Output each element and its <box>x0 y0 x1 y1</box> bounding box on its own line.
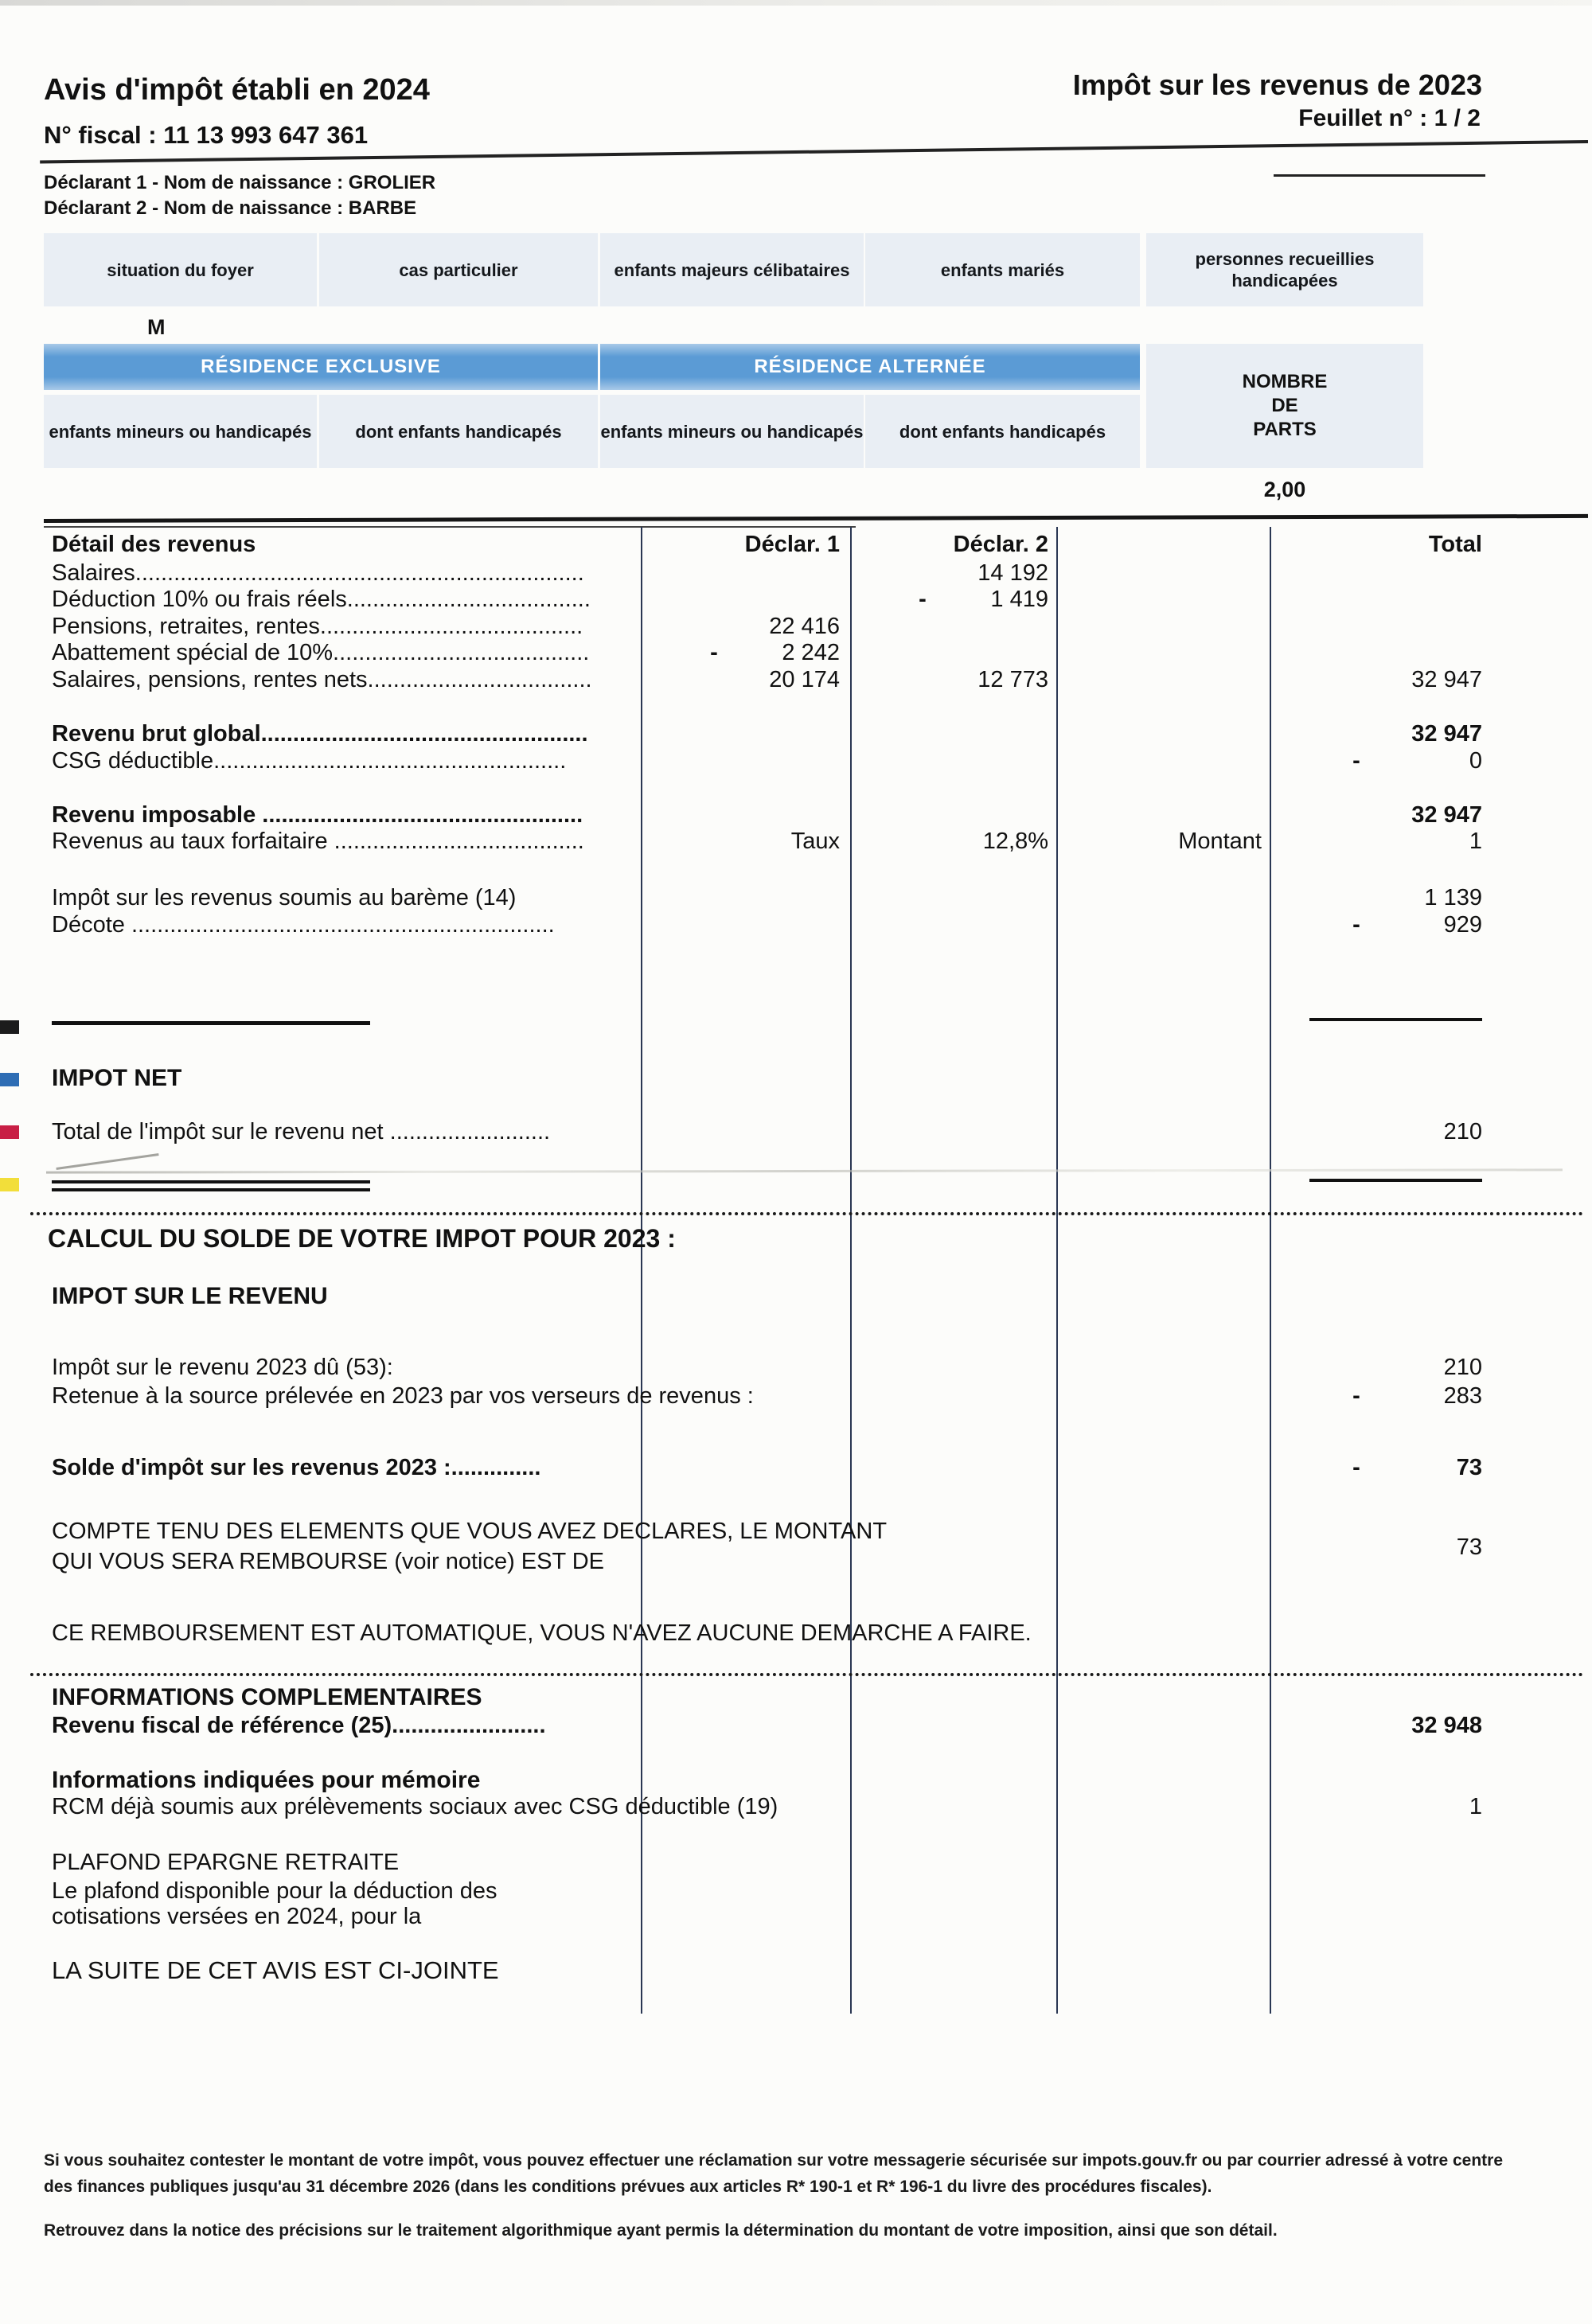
parts-line2: DE <box>1271 395 1298 416</box>
row-revenu-fiscal-reference <box>52 1713 1482 1743</box>
footer-paragraph-1: Si vous souhaitez contester le montant de votre impôt, vous pouvez effectuer une réclamation sur votre messagerie sécurisée sur impots.gouv.fr ou par courrier adressé à votre centre des finances publiques jusqu'au 31 décembre 2026 (dans les conditions prévues aux articles R* 190-1 et R* 196-1 du livre des procédures fiscales). <box>44 2151 1504 2196</box>
row-revenu-brut <box>52 721 1482 751</box>
row-label: Déduction 10% ou frais réels...................................... <box>52 587 591 612</box>
row-retenue-source <box>52 1383 1482 1414</box>
header-declar-1: Déclar. 1 <box>744 532 840 557</box>
subtotal-rule-right <box>1309 1018 1482 1021</box>
household-col-enfants-maries: enfants mariés <box>865 233 1140 306</box>
section-memoire: Informations indiquées pour mémoire <box>52 1767 481 1793</box>
subtotal-rule-left <box>52 1021 370 1025</box>
total-value: 210 <box>1443 1355 1482 1380</box>
row-rcm <box>52 1794 1482 1824</box>
subcol-dont-enfants-2: dont enfants handicapés <box>865 395 1140 468</box>
total-value: 210 <box>1443 1119 1482 1144</box>
row-total-impot-net <box>52 1119 1482 1149</box>
row-label: COMPTE TENU DES ELEMENTS QUE VOUS AVEZ DECLARES, LE MONTANT <box>52 1519 888 1544</box>
row-deduction-10 <box>52 587 1482 617</box>
parts-value: 2,00 <box>1263 478 1306 501</box>
declarant-1: Déclarant 1 - Nom de naissance : GROLIER <box>44 172 436 193</box>
dotted-separator-1 <box>30 1212 1584 1215</box>
tax-year-title: Impôt sur les revenus de 2023 <box>1072 68 1482 101</box>
declar2-value: - 1 419 <box>919 587 1048 612</box>
section-infos-complementaires: INFORMATIONS COMPLEMENTAIRES <box>52 1684 482 1710</box>
total-value: 73 <box>1456 1534 1482 1560</box>
section-impot-sur-le-revenu: IMPOT SUR LE REVENU <box>52 1283 328 1309</box>
dotted-separator-2 <box>30 1673 1584 1676</box>
footer-paragraph-2: Retrouvez dans la notice des précisions sur le traitement algorithmique ayant permis la détermination du montant de votre imposition, ainsi que son détail. <box>44 2221 1278 2240</box>
row-taux-forfaitaire <box>52 829 1482 859</box>
registration-mark-red <box>0 1125 19 1139</box>
household-col-personnes-recueillies: personnes recueillies handicapées <box>1146 233 1423 306</box>
registration-mark-blue <box>0 1073 19 1086</box>
row-label: Salaires...................................................................... <box>52 560 584 586</box>
sheet-number: Feuillet n° : 1 / 2 <box>1298 105 1481 131</box>
subcol-dont-enfants-1: dont enfants handicapés <box>319 395 598 468</box>
page-title: Avis d'impôt établi en 2024 <box>44 73 430 107</box>
row-label: Revenu fiscal de référence (25)........................ <box>52 1713 546 1738</box>
scan-artifact-line <box>46 1168 1563 1173</box>
banner-residence-exclusive: RÉSIDENCE EXCLUSIVE <box>44 344 598 390</box>
row-label: Le plafond disponible pour la déduction des <box>52 1878 498 1904</box>
row-suite-avis <box>52 1956 1482 1987</box>
total-value: - 0 <box>1352 748 1482 774</box>
row-label: Impôt sur les revenus soumis au barème (14) <box>52 885 517 910</box>
total-value: 32 948 <box>1411 1713 1482 1738</box>
row-salaires-nets <box>52 667 1482 697</box>
household-col-cas-particulier: cas particulier <box>319 233 598 306</box>
declarant-2: Déclarant 2 - Nom de naissance : BARBE <box>44 197 417 219</box>
total-value: - 283 <box>1352 1383 1482 1409</box>
declar1-value: 22 416 <box>769 614 840 639</box>
header-total: Total <box>1428 532 1482 557</box>
row-label: LA SUITE DE CET AVIS EST CI-JOINTE <box>52 1956 499 1984</box>
scan-artifact-mark <box>56 1153 158 1170</box>
row-label: Abattement spécial de 10%........................................ <box>52 640 590 665</box>
row-label: Retenue à la source prélevée en 2023 par vos verseurs de revenus : <box>52 1383 754 1409</box>
row-label: cotisations versées en 2024, pour la <box>52 1904 422 1929</box>
total-value: - 73 <box>1352 1455 1482 1480</box>
row-label: Solde d'impôt sur les revenus 2023 :.............. <box>52 1455 541 1480</box>
total-value: 1 139 <box>1424 885 1482 910</box>
row-solde-impot <box>52 1455 1482 1485</box>
total-value: - 929 <box>1352 912 1482 938</box>
section-calcul-solde: CALCUL DU SOLDE DE VOTRE IMPOT POUR 2023 : <box>48 1224 676 1253</box>
parts-line1: NOMBRE <box>1242 371 1328 392</box>
subcol-enfants-mineurs-1: enfants mineurs ou handicapés <box>44 395 317 468</box>
row-impot-bareme <box>52 885 1482 915</box>
montant-label: Montant <box>1178 829 1262 854</box>
row-csg-deductible <box>52 748 1482 778</box>
row-remboursement-automatique <box>52 1620 1482 1651</box>
registration-mark-black <box>0 1020 19 1034</box>
row-compte-tenu-l2 <box>52 1549 1482 1579</box>
row-label: PLAFOND EPARGNE RETRAITE <box>52 1850 400 1875</box>
total-rule-left-1 <box>52 1180 370 1183</box>
header-detail-revenus: Détail des revenus <box>52 532 256 557</box>
nombre-de-parts-cell <box>1146 344 1423 468</box>
scan-edge-artifact <box>0 0 1592 6</box>
situation-value: M <box>147 315 166 339</box>
row-abattement <box>52 640 1482 670</box>
section-impot-net: IMPOT NET <box>52 1065 182 1091</box>
row-impot-2023-du <box>52 1355 1482 1385</box>
household-col-situation: situation du foyer <box>44 233 317 306</box>
parts-line3: PARTS <box>1253 419 1317 440</box>
declar2-value: 14 192 <box>977 560 1048 586</box>
row-label: Salaires, pensions, rentes nets................................... <box>52 667 592 692</box>
row-plafond-l3 <box>52 1904 1482 1934</box>
table-top-rule-2 <box>44 526 856 528</box>
row-label: Revenus au taux forfaitaire ....................................... <box>52 829 584 854</box>
row-label: Impôt sur le revenu 2023 dû (53): <box>52 1355 393 1380</box>
row-label: CSG déductible....................................................... <box>52 748 567 774</box>
sheet-underline <box>1274 174 1485 177</box>
row-label: Total de l'impôt sur le revenu net ......................... <box>52 1119 551 1144</box>
total-rule-left-2 <box>52 1188 370 1191</box>
total-value: 1 <box>1469 1794 1482 1819</box>
fiscal-number: N° fiscal : 11 13 993 647 361 <box>44 121 369 149</box>
row-plafond-titre <box>52 1850 1482 1880</box>
table-top-rule <box>44 514 1588 523</box>
taux-value: 12,8% <box>982 829 1048 854</box>
row-label: RCM déjà soumis aux prélèvements sociaux avec CSG déductible (19) <box>52 1794 778 1819</box>
household-col-enfants-majeurs: enfants majeurs célibataires <box>600 233 864 306</box>
declar1-value: - 2 242 <box>710 640 840 665</box>
declar1-value: 20 174 <box>769 667 840 692</box>
total-value: 32 947 <box>1411 802 1482 828</box>
row-label: Revenu imposable .................................................. <box>52 802 583 828</box>
row-label: Revenu brut global................................................... <box>52 721 588 747</box>
row-label: Pensions, retraites, rentes......................................... <box>52 614 583 639</box>
banner-residence-alternee: RÉSIDENCE ALTERNÉE <box>600 344 1140 390</box>
table-header-row <box>52 532 1482 562</box>
header-declar-2: Déclar. 2 <box>953 532 1048 557</box>
row-decote <box>52 912 1482 942</box>
row-label: CE REMBOURSEMENT EST AUTOMATIQUE, VOUS N'AVEZ AUCUNE DEMARCHE A FAIRE. <box>52 1620 1032 1646</box>
registration-mark-yellow <box>0 1178 19 1191</box>
total-value: 1 <box>1469 829 1482 854</box>
taux-label: Taux <box>790 829 840 854</box>
total-rule-right <box>1309 1179 1482 1182</box>
subcol-enfants-mineurs-2: enfants mineurs ou handicapés <box>600 395 864 468</box>
row-label: Décote .................................................................. <box>52 912 555 938</box>
total-value: 32 947 <box>1411 667 1482 692</box>
total-value: 32 947 <box>1411 721 1482 747</box>
declar2-value: 12 773 <box>977 667 1048 692</box>
row-label: QUI VOUS SERA REMBOURSE (voir notice) EST DE <box>52 1549 605 1574</box>
